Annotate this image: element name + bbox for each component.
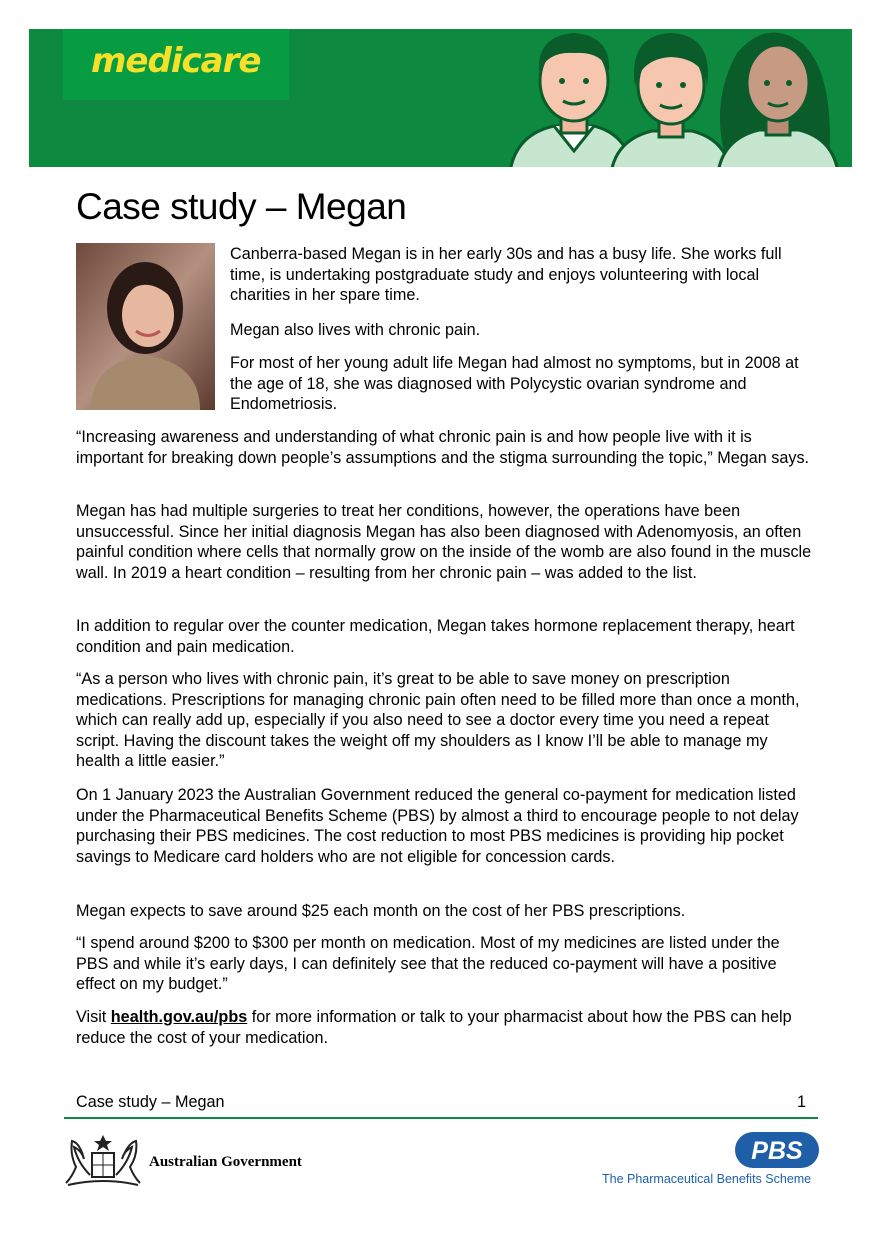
- visit-text-after: for more information or talk to your pharmacist about how the PBS can help reduce the cost of your medication.: [76, 1008, 792, 1047]
- people-illustration-icon: [505, 29, 840, 167]
- medicare-logo-text: medicare: [91, 41, 261, 81]
- visit-paragraph: [76, 1007, 816, 1048]
- megan-portrait-photo: [76, 243, 215, 410]
- medicare-logo: [63, 29, 289, 100]
- intro-paragraph: Canberra-based Megan is in her early 30s and has a busy life. She works full time, is undertaking postgraduate study and enjoys volunteering with local charities in her spare time.: [230, 245, 782, 304]
- footer-divider: [64, 1117, 818, 1119]
- pbs-badge-text: PBS: [751, 1137, 803, 1165]
- expected-savings-paragraph: Megan expects to save around $25 each month on the cost of her PBS prescriptions.: [76, 902, 686, 920]
- page-title: Case study – Megan: [76, 186, 407, 227]
- medication-paragraph: In addition to regular over the counter medication, Megan takes hormone replacement therapy, heart condition and pain medication.: [76, 617, 795, 656]
- australian-government-label: Australian Government: [149, 1154, 302, 1170]
- health-gov-link[interactable]: health.gov.au/pbs: [110, 1008, 248, 1026]
- page-number: 1: [797, 1093, 807, 1111]
- medicare-banner: [29, 29, 852, 167]
- chronic-pain-paragraph: Megan also lives with chronic pain.: [230, 321, 481, 339]
- footer-title: Case study – Megan: [76, 1093, 225, 1111]
- pbs-logo-icon: [734, 1131, 820, 1169]
- pbs-full-name: The Pharmaceutical Benefits Scheme: [602, 1172, 812, 1186]
- budget-quote-paragraph: “I spend around $200 to $300 per month on medication. Most of my medicines are listed under the PBS and while it’s early days, I can definitely see that the reduced co-payment will have a positive effect on my budget.”: [76, 934, 780, 993]
- savings-quote-paragraph: “As a person who lives with chronic pain, it’s great to be able to save money on prescription medications. Prescriptions for managing chronic pain often need to be filled more than once a month, which can really add up, especially if you also need to see a doctor every time you need a repeat script. Having the discount takes the weight off my shoulders as I know I’ll be able to manage my health a little easier.”: [76, 670, 800, 770]
- government-paragraph: On 1 January 2023 the Australian Government reduced the general co-payment for medication listed under the Pharmaceutical Benefits Scheme (PBS) by almost a third to encourage people to not delay purchasing their PBS medicines. The cost reduction to most PBS medicines is providing hip pocket savings to Medicare card holders who are not eligible for concession cards.: [76, 786, 799, 866]
- awareness-quote-paragraph: “Increasing awareness and understanding of what chronic pain is and how people live with it is important for breaking down people’s assumptions and the stigma surrounding the topic,” Megan says.: [76, 428, 810, 467]
- australian-coat-of-arms-icon: [62, 1133, 144, 1191]
- diagnosis-paragraph: For most of her young adult life Megan had almost no symptoms, but in 2008 at the age of 18, she was diagnosed with Polycystic ovarian syndrome and Endometriosis.: [230, 354, 799, 413]
- visit-text-before: Visit: [76, 1008, 111, 1026]
- surgeries-paragraph: Megan has had multiple surgeries to treat her conditions, however, the operations have been unsuccessful. Since her initial diagnosis Megan has also been diagnosed with Adenomyosis, an often painful condition where cells that normally grow on the inside of the womb are also found in the muscle wall. In 2019 a heart condition – resulting from her chronic pain – was added to the list.: [76, 502, 812, 582]
